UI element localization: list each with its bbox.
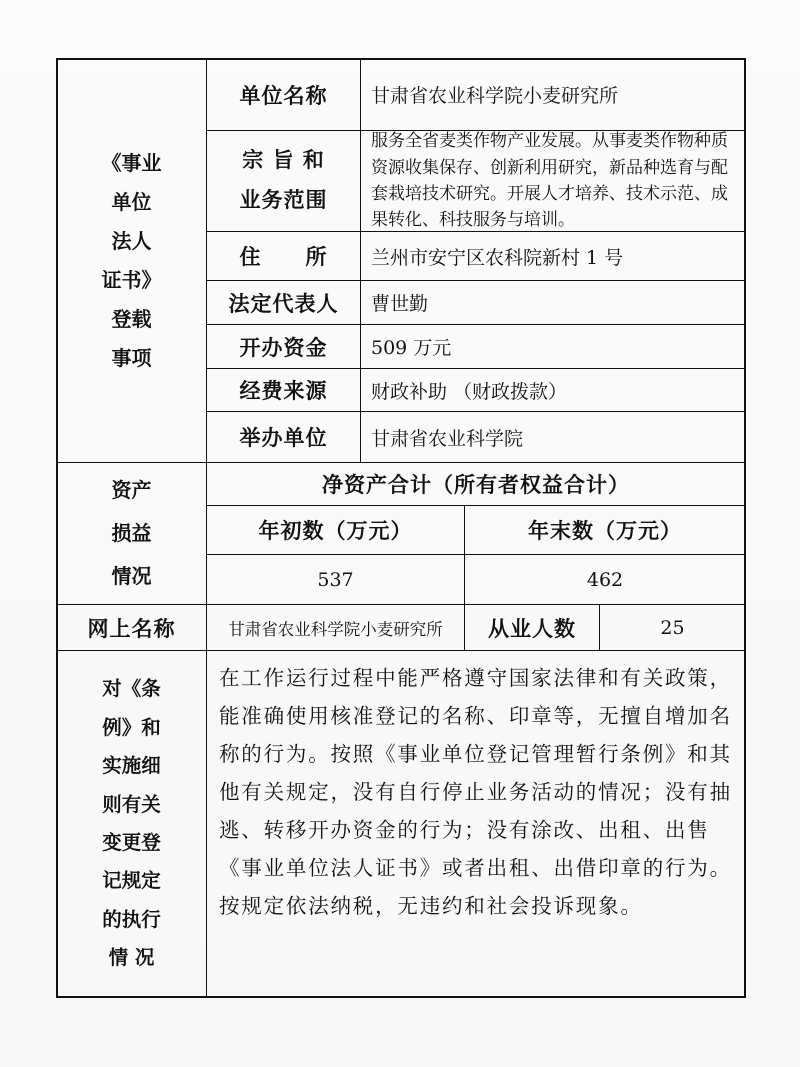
unit-name-label: 单位名称 <box>206 58 361 131</box>
purpose-scope-value: 服务全省麦类作物产业发展。从事麦类作物种质资源收集保存、创新利用研究，新品种选育与配套栽培技术研究。开展人才培养、技术示范、成果转化、科技服务与培训。 <box>360 130 746 232</box>
begin-year-value: 537 <box>206 554 465 605</box>
funding-source-label: 经费来源 <box>206 368 361 412</box>
capital-label: 开办资金 <box>206 324 361 369</box>
header-line: 登载 <box>111 306 152 331</box>
end-year-value: 462 <box>464 554 746 605</box>
online-name-label: 网上名称 <box>56 604 207 651</box>
unit-name-value: 甘肃省农业科学院小麦研究所 <box>360 58 746 131</box>
header-line: 《事业 <box>101 150 162 175</box>
certificate-items-header <box>56 58 207 463</box>
online-name-value: 甘肃省农业科学院小麦研究所 <box>206 604 465 651</box>
begin-year-header: 年初数（万元） <box>206 505 465 555</box>
staff-count-label: 从业人数 <box>464 604 600 651</box>
assets-header: 资产 损益 情况 <box>56 462 207 605</box>
header-line: 单位 <box>111 189 152 214</box>
address-label: 住 所 <box>206 231 361 281</box>
net-assets-header: 净资产合计（所有者权益合计） <box>206 462 746 506</box>
compliance-header: 对《条 例》和 实施细 则有关 变更登 记规定 的执行 情 况 <box>56 650 207 998</box>
compliance-text: 在工作运行过程中能严格遵守国家法律和有关政策，能准确使用核准登记的名称、印章等，无擅自增加名称的行为。按照《事业单位登记管理暂行条例》和其他有关规定，没有自行停止业务活动的情况；没有抽逃、转移开办资金的行为；没有涂改、出租、出售《事业单位法人证书》或者出租、出借印章的行为。按规定依法纳税，无违约和社会投诉现象。 <box>206 650 746 998</box>
funding-source-value: 财政补助 （财政拨款） <box>360 368 746 412</box>
header-line: 事项 <box>111 345 152 370</box>
end-year-header: 年末数（万元） <box>464 505 746 555</box>
header-line: 证书》 <box>101 267 162 292</box>
header-line: 法人 <box>111 228 152 253</box>
sponsor-value: 甘肃省农业科学院 <box>360 411 746 463</box>
staff-count-value: 25 <box>599 604 746 651</box>
sponsor-label: 举办单位 <box>206 411 361 463</box>
legal-representative-value: 曹世勤 <box>360 280 746 325</box>
capital-value: 509 万元 <box>360 324 746 369</box>
purpose-scope-label: 宗 旨 和 业务范围 <box>206 130 361 232</box>
legal-representative-label: 法定代表人 <box>206 280 361 325</box>
address-value: 兰州市安宁区农科院新村 1 号 <box>360 231 746 281</box>
